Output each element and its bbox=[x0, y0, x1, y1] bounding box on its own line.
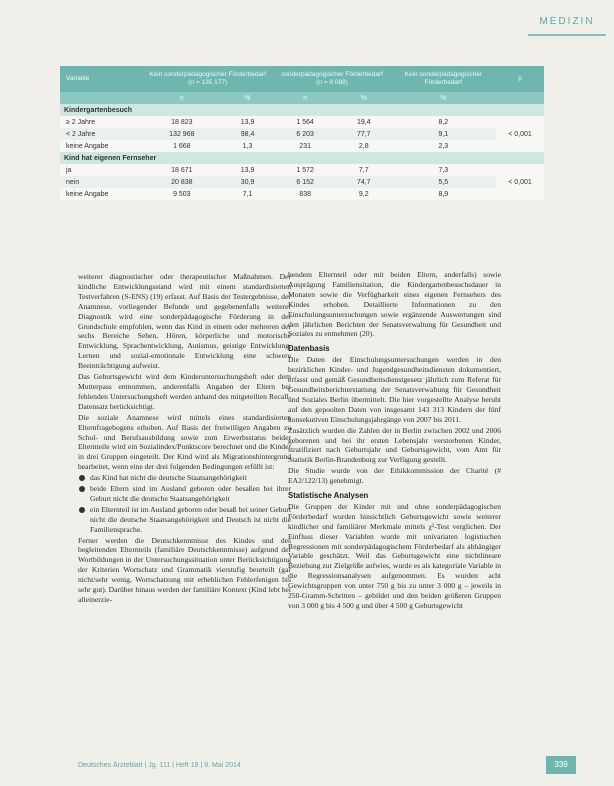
bullet-icon bbox=[79, 475, 85, 481]
p-value: < 0,001 bbox=[496, 164, 544, 200]
criteria-list bbox=[78, 473, 291, 534]
section-heading-data: Datenbasis bbox=[288, 344, 330, 354]
bullet-icon bbox=[79, 486, 85, 492]
journal-citation: Deutsches Ärzteblatt | Jg. 111 | Heft 18 | 9. Mai 2014 bbox=[78, 762, 241, 769]
bullet-icon bbox=[79, 507, 85, 513]
subheader: % bbox=[337, 92, 391, 104]
right-column bbox=[288, 270, 501, 612]
paragraph: Die Studie wurde von der Ethikkommission der Charité (# EA2/122/13) genehmigt. bbox=[288, 466, 501, 486]
page-number: 339 bbox=[546, 756, 576, 774]
col-header-p: p bbox=[496, 66, 544, 92]
subheader: n bbox=[273, 92, 336, 104]
section-accent-bar bbox=[528, 34, 606, 36]
list-item: das Kind hat nicht die deutsche Staatsangehörigkeit bbox=[90, 473, 291, 483]
group-title: Kindergartenbesuch bbox=[60, 104, 544, 116]
paragraph: Zusätzlich wurden die Zahlen der in Berlin zwischen 2002 und 2006 geborenen und bei ihr ersten Lebensjahr verstorbenen Kinder, stratifiziert nach Geburtsjahr und Geburtsgewicht, vom Amt für Statistik Berlin-Brandenburg zur Verfügung gestellt. bbox=[288, 425, 501, 465]
col-header-variable: Variable bbox=[60, 66, 142, 92]
paragraph: weiterer diagnostischer oder therapeutischer Maßnahmen. Der kindliche Entwicklungsstand wird mit einem standardisierten Testverfahren (S-ENS) (19) erfasst. Auf Basis der Testergebnisse, der Anamnese, vorliegender Befunde und gegebenenfalls weiterer Diagnostik wird eine sonderpädagogische Förderung in der Grundschule empfohlen, wenn das Kind in einem oder mehreren der sechs Bereiche Sehen, Hören, körperliche und motorische Entwicklung, Sprachentwicklung, Autismus, geistige Entwicklung, Lernen und sozial-emotionale Entwicklung eine schwere Beeinträchtigung aufweist. bbox=[78, 272, 291, 371]
p-value: < 0,001 bbox=[496, 116, 544, 152]
paragraph: Ferner werden die Deutschkenntnisse des Kindes und des begleitenden Elternteils (familiäre Deutschkenntnisse) aufgrund der Wortbildungen in der Untersuchungssituation unter Berücksichtigung der Kriterien Wortschatz und Grammatik vierstufig beurteilt (gar nicht/sehr wenig, Wortschatzung mit erheblichen Fehlerfenigen bis sehr gut). Darüber hinaus werden der familiäre Kontext (Kind lebt bei alleinerzie- bbox=[78, 535, 291, 604]
col-header-no-support: Kein sonderpädagogischer Förderbedarf (n = 135 177) bbox=[142, 66, 273, 92]
list-item: ein Elternteil ist im Ausland geboren oder besaß bei seiner Geburt nicht die deutsche Staatsangehörigkeit und Deutsch ist nicht die Familiensprache. bbox=[90, 505, 291, 535]
table-row: keine Angabe 9 503 7,1 838 9,2 8,9 bbox=[60, 188, 544, 200]
col-header-support: sonderpädagogischer Förderbedarf (n = 8 088) bbox=[273, 66, 390, 92]
paragraph: Die Gruppen der Kinder mit und ohne sonderpädagogischen Förderbedarf wurden hinsichtlich Geburtsgewicht sowie weiterer kindlicher und familiärer Merkmale mittels χ²-Test verglichen. Der Einfluss dieser Variablen wurde mit univariaten logistischen Regressionen mit sonderpädagogischem Förderbedarf als abhängiger Variable geschätzt. Weil das Geburtsgewicht eine nichtlineare Beziehung zur Zielgröße aufwies, wurde es als kategoriale Variable in die Regressionsanalysen aufgenommen. Es wurden acht Gewichtsgruppen von unter 750 g bis zu unter 3 000 g – jeweils in 250-Gramm-Schritten – gebildet und den beiden größeren Gruppen von 3 000 g bis 4 500 g und über 4 500 g Geburtsgewicht bbox=[288, 501, 501, 610]
subheader: % bbox=[222, 92, 274, 104]
left-column bbox=[78, 272, 291, 606]
table-row: ≥ 2 Jahre 18 823 13,9 1 564 19,4 8,2 < 0,001 bbox=[60, 116, 544, 128]
section-label: MEDIZIN bbox=[539, 16, 595, 27]
table-row: ja 18 671 13,9 1 572 7,7 7,3 < 0,001 bbox=[60, 164, 544, 176]
group-title: Kind hat eigenen Fernseher bbox=[60, 152, 544, 164]
paragraph: Die soziale Anamnese wird mittels eines standardisierten Elternfragebogens erhoben. Auf Basis der freiwilligen Angaben zu Schul- und Berufsausbildung sowie zum Erwerbsstatus beider Elternteile wird ein Sozialindex/Punktscore berechnet und die Kinder in drei Gruppen eingeteilt. Der Kind wird als Migrationshintergrund bearbeitet, wenn eine der drei folgenden Bedingungen erfüllt ist: bbox=[78, 412, 291, 472]
data-table bbox=[60, 66, 544, 232]
paragraph: Das Geburtsgewicht wird dem Kinderuntersuchungsheft oder dem Mutterpass entnommen, anderenfalls Angaben der Eltern bei fehlenden Untersuchungsheft werden anhand des mitgeteilten Recall-Datensatz berücksichtigt. bbox=[78, 372, 291, 411]
list-item: beide Eltern sind im Ausland geboren oder besaßen bei ihrer Geburt nicht die deutsche Staatsangehörigkeit bbox=[90, 484, 291, 504]
subheader: n bbox=[142, 92, 222, 104]
table-row: keine Angabe 1 668 1,3 231 2,8 2,3 bbox=[60, 140, 544, 152]
col-header-no-support-2: Kein sonderpädagogischer Förderbedarf bbox=[391, 66, 496, 92]
table-row: nein 20 838 30,9 6 152 74,7 5,5 bbox=[60, 176, 544, 188]
section-heading-statistics: Statistische Analysen bbox=[288, 491, 369, 501]
paragraph: Die Daten der Einschulungsuntersuchungen werden in den bezirklichen Kinder- und Jugendgesundheitsdiensten dokumentiert, erfasst und gemäß Gesundheitsdienstgesetz jährlich zum Referat für Gesundheitsberichterstattung der Senatsverwaltung für Gesundheit und Soziales Berlin übermittelt. Die hier vorgestellte Analyse beruht auf den gepoolten Daten von insgesamt 143 313 Kindern der fünf konsekutiven Einschulungsjahrgänge von 2007 bis 2011. bbox=[288, 355, 501, 424]
subheader: % bbox=[391, 92, 496, 104]
table-row: < 2 Jahre 132 968 98,4 6 203 77,7 9,1 bbox=[60, 128, 544, 140]
paragraph: hendem Elternteil oder mit beiden Eltern, anderfalls) sowie Ausprägung Familiensitation, die Kindergartenbesuchsdauer in Monaten sowie die Verfügbarkeit eines eigenen Fernsehers des Kindes erhoben. Detaillierte Informationen zu den Einschulungsuntersuchungen sowie ergänzende Auswertungen sind den jährlichen Berichten der Senatsverwaltung für Gesundheit und Soziales zu entnehmen (20). bbox=[288, 270, 501, 339]
